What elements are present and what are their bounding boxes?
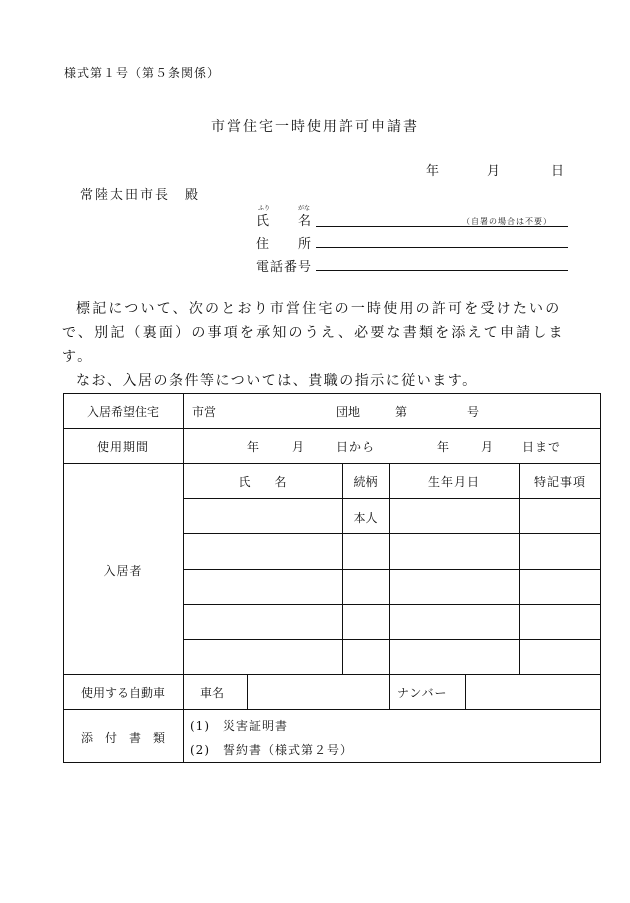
- seal-note: （自署の場合は不要）: [462, 217, 552, 226]
- row-divider: [63, 674, 601, 675]
- address-label-char1: 住: [256, 237, 270, 252]
- column-divider: [342, 463, 343, 674]
- row-divider: [63, 463, 601, 464]
- name-label-char2: 名: [298, 214, 312, 229]
- vehicle-car-name-label: 車名: [200, 686, 225, 700]
- attachment-item: (1) 災害証明書: [190, 719, 288, 733]
- address-field[interactable]: [316, 247, 568, 248]
- column-divider: [247, 674, 248, 709]
- desired-housing-label: 入居希望住宅: [86, 405, 159, 419]
- column-divider: [183, 393, 184, 763]
- date-month-label: 月: [487, 164, 501, 179]
- vehicle-label: 使用する自動車: [80, 686, 165, 700]
- period-label: 使用期間: [96, 440, 149, 454]
- column-divider: [389, 463, 390, 674]
- page-title: 市営住宅一時使用許可申請書: [211, 119, 419, 135]
- desired-housing-go: 号: [467, 405, 480, 419]
- attachment-item: (2) 誓約書（様式第２号）: [190, 743, 353, 757]
- period-from: 日から: [336, 440, 376, 454]
- residents-header-birthdate: 生年月日: [427, 475, 480, 489]
- name-label-char1: 氏: [256, 214, 270, 229]
- date-day-label: 日: [551, 164, 565, 179]
- period-month-to: 月: [481, 440, 494, 454]
- desired-housing-city: 市営: [192, 405, 217, 419]
- resident-self-relation: 本人: [353, 511, 378, 525]
- conditions-statement: なお、入居の条件等については、貴職の指示に従います。: [76, 373, 478, 389]
- row-divider: [63, 428, 601, 429]
- row-divider: [183, 604, 601, 605]
- furigana-furi: ふり: [258, 205, 271, 212]
- column-divider: [519, 463, 520, 674]
- phone-field[interactable]: [316, 270, 568, 271]
- address-label-char2: 所: [298, 237, 312, 252]
- residents-label: 入居者: [103, 564, 143, 578]
- residents-header-name: 氏 名: [238, 475, 287, 489]
- application-statement: 標記について、次のとおり市営住宅の一時使用の許可を受けたいので、別記（裏面）の事項を承知のうえ、必要な書類を添えて申請します。: [62, 301, 565, 365]
- row-divider: [63, 709, 601, 710]
- furigana-gana: がな: [298, 205, 311, 212]
- period-year-to: 年: [437, 440, 450, 454]
- residents-header-relation: 続柄: [353, 475, 378, 489]
- form-number: 様式第１号（第５条関係）: [64, 66, 221, 80]
- row-divider: [183, 498, 601, 499]
- row-divider: [183, 639, 601, 640]
- residents-header-notes: 特記事項: [533, 475, 586, 489]
- date-year-label: 年: [426, 164, 440, 179]
- addressee: 常陸太田市長 殿: [80, 188, 201, 203]
- desired-housing-danchi: 団地: [336, 405, 361, 419]
- column-divider: [389, 674, 390, 709]
- row-divider: [183, 569, 601, 570]
- phone-label: 電話番号: [256, 260, 313, 275]
- period-until: 日まで: [522, 440, 562, 454]
- desired-housing-dai: 第: [395, 405, 408, 419]
- column-divider: [465, 674, 466, 709]
- desired-housing-danchi-input[interactable]: [225, 397, 331, 423]
- vehicle-number-label: ナンバー: [397, 686, 448, 700]
- period-month-from: 月: [292, 440, 305, 454]
- period-year-from: 年: [247, 440, 260, 454]
- row-divider: [183, 533, 601, 534]
- attachments-label: 添 付 書 類: [80, 731, 165, 745]
